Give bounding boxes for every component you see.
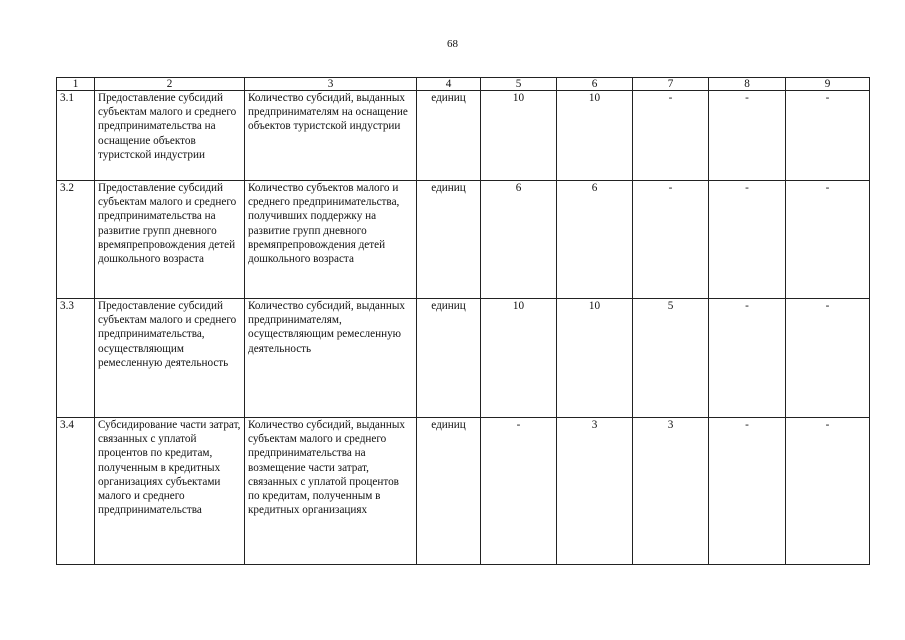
value-cell: - <box>709 418 786 565</box>
value-cell: 10 <box>557 299 633 418</box>
row-number: 3.2 <box>57 181 95 299</box>
header-row <box>57 78 870 91</box>
header-cell: 7 <box>633 78 709 91</box>
table-row <box>57 299 870 418</box>
value-cell: - <box>633 181 709 299</box>
table-row <box>57 418 870 565</box>
measure-name: Субсидирование части затрат, связанных с уплатой процентов по кредитам, полученным в кредитных организациях субъектами малого и среднего предпринимательства <box>95 418 245 565</box>
header-cell: 1 <box>57 78 95 91</box>
header-cell: 9 <box>786 78 870 91</box>
value-cell: 3 <box>633 418 709 565</box>
row-number: 3.4 <box>57 418 95 565</box>
measure-name: Предоставление субсидий субъектам малого и среднего предпринимательства на оснащение объектов туристской индустрии <box>95 91 245 181</box>
indicator-name: Количество субъектов малого и среднего предпринимательства, получивших поддержку на развитие групп дневного времяпрепровождения детей дошкольного возраста <box>245 181 417 299</box>
header-cell: 3 <box>245 78 417 91</box>
value-cell: - <box>709 299 786 418</box>
indicator-name: Количество субсидий, выданных субъектам малого и среднего предпринимательства на возмещение части затрат, связанных с уплатой процентов по кредитам, полученным в кредитных организациях <box>245 418 417 565</box>
value-cell: 6 <box>557 181 633 299</box>
indicators-table <box>56 77 870 565</box>
indicator-name: Количество субсидий, выданных предпринимателям на оснащение объектов туристской индустрии <box>245 91 417 181</box>
value-cell: - <box>709 181 786 299</box>
header-cell: 6 <box>557 78 633 91</box>
value-cell: 5 <box>633 299 709 418</box>
value-cell: - <box>633 91 709 181</box>
header-cell: 2 <box>95 78 245 91</box>
indicator-name: Количество субсидий, выданных предпринимателям, осуществляющим ремесленную деятельность <box>245 299 417 418</box>
unit-cell: единиц <box>417 418 481 565</box>
table-row <box>57 91 870 181</box>
header-cell: 5 <box>481 78 557 91</box>
value-cell: 6 <box>481 181 557 299</box>
page-number: 68 <box>447 38 458 50</box>
header-cell: 8 <box>709 78 786 91</box>
value-cell: - <box>786 418 870 565</box>
value-cell: 10 <box>481 91 557 181</box>
value-cell: 10 <box>481 299 557 418</box>
value-cell: - <box>481 418 557 565</box>
value-cell: 3 <box>557 418 633 565</box>
value-cell: - <box>709 91 786 181</box>
row-number: 3.3 <box>57 299 95 418</box>
unit-cell: единиц <box>417 181 481 299</box>
table-row <box>57 181 870 299</box>
value-cell: - <box>786 181 870 299</box>
value-cell: - <box>786 299 870 418</box>
unit-cell: единиц <box>417 91 481 181</box>
measure-name: Предоставление субсидий субъектам малого и среднего предпринимательства, осуществляющим ремесленную деятельность <box>95 299 245 418</box>
value-cell: - <box>786 91 870 181</box>
row-number: 3.1 <box>57 91 95 181</box>
unit-cell: единиц <box>417 299 481 418</box>
value-cell: 10 <box>557 91 633 181</box>
measure-name: Предоставление субсидий субъектам малого и среднего предпринимательства на развитие групп дневного времяпрепровождения детей дошкольного возраста <box>95 181 245 299</box>
header-cell: 4 <box>417 78 481 91</box>
